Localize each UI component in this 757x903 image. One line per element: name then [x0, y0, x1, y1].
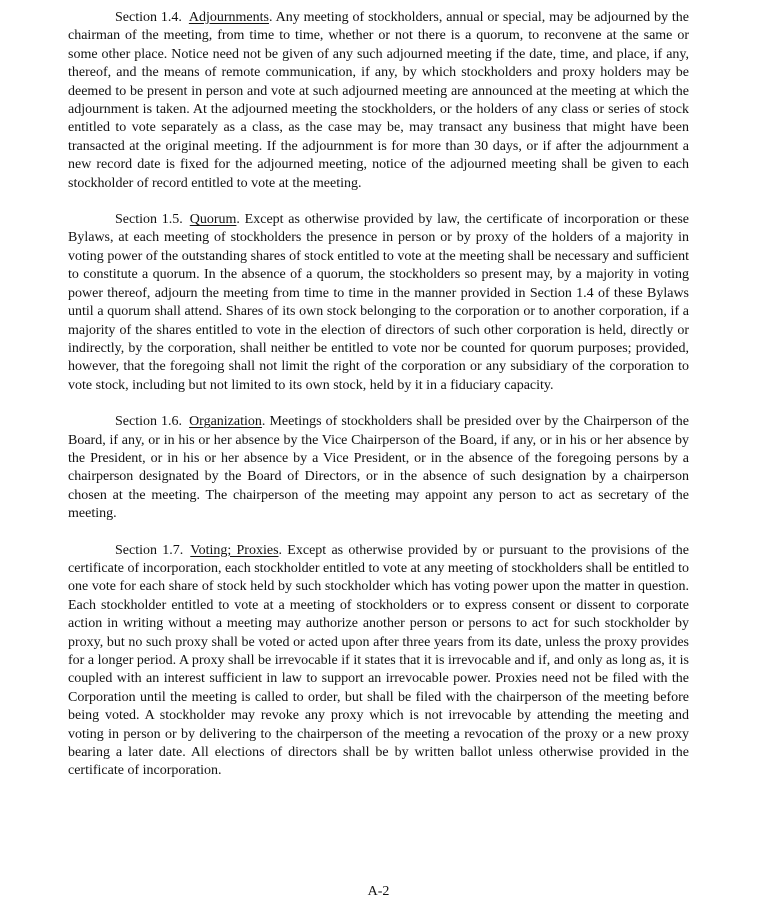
section-1-7: Section 1.7. Voting; Proxies. Except as otherwise provided by or pursuant to the provisions of the certificate of incorporation, each stockholder entitled to vote at any meeting of stockholders shall be entitled to one vote for each share of stock held by such stockholder which has voting power upon the matter in question. Each stockholder entitled to vote at a meeting of stockholders or to express consent or dissent to corporate action in writing without a meeting may authorize another person or persons to act for such stockholder by proxy, but no such proxy shall be voted or acted upon after three years from its date, unless the proxy provides for a longer period. A proxy shall be irrevocable if it states that it is irrevocable and if, and only as long as, it is coupled with an interest sufficient in law to support an irrevocable power. Proxies need not be filed with the Corporation until the meeting is called to order, but shall be filed with the chairperson of the meeting before being voted. A stockholder may revoke any proxy which is not irrevocable by attending the meeting and voting in person or by delivering to the chairperson of the meeting a revocation of the proxy or a new proxy bearing a later date. All elections of directors shall be by written ballot unless otherwise provided in the certificate of incorporation.	[68, 542, 689, 779]
section-title: Voting; Proxies	[190, 542, 279, 558]
section-title: Adjournments	[188, 10, 269, 25]
section-body: Except as otherwise provided by law, the certificate of incorporation or these Bylaws, at each meeting of stockholders the presence in person or by proxy of the holders of a majority in voting power of the outstanding shares of stock entitled to vote at the meeting shall be necessary and sufficient to constitute a quorum. In the absence of a quorum, the stockholders so present may, by a majority in voting power thereof, adjourn the meeting from time to time in the manner provided in Section 1.4 of these Bylaws until a quorum shall attend. Shares of its own stock belonging to the corporation or to another corporation, if a majority of the shares entitled to vote in the election of directors of such other corporation is held, directly or indirectly, by the corporation, shall neither be entitled to vote nor be counted for quorum purposes; provided, however, that the foregoing shall not limit the right of the corporation or any subsidiary of the corporation to vote stock, including but not limited to its own stock, held by it in a fiduciary capacity.	[68, 212, 689, 393]
section-body: Meetings of stockholders shall be presided over by the Chairperson of the Board, if any, or in his or her absence by the Vice Chairperson of the Board, if any, or in his or her absence by the President, or in his or her absence by a Vice President, or in the absence of the foregoing persons by a chairperson designated by the Board of Directors, or in the absence of such designation by a chairperson chosen at the meeting. The chairperson of the meeting may appoint any person to act as secretary of the meeting.	[68, 414, 689, 522]
section-1-5: Section 1.5. Quorum. Except as otherwise provided by law, the certificate of incorporation or these Bylaws, at each meeting of stockholders the presence in person or by proxy of the holders of a majority in voting power of the outstanding shares of stock entitled to vote at the meeting shall be necessary and sufficient to constitute a quorum. In the absence of a quorum, the stockholders so present may, by a majority in voting power thereof, adjourn the meeting from time to time in the manner provided in Section 1.4 of these Bylaws until a quorum shall attend. Shares of its own stock belonging to the corporation or to another corporation, if a majority of the shares entitled to vote in the election of directors of such other corporation is held, directly or indirectly, by the corporation, shall neither be entitled to vote nor be counted for quorum purposes; provided, however, that the foregoing shall not limit the right of the corporation or any subsidiary of the corporation to vote stock, including but not limited to its own stock, held by it in a fiduciary capacity.	[68, 212, 689, 393]
section-body: Any meeting of stockholders, annual or special, may be adjourned by the chairman of the meeting, from time to time, whether or not there is a quorum, to reconvene at the same or some other place. Notice need not be given of any such adjourned meeting if the date, time, and place, if any, thereof, and the means of remote communication, if any, by which stockholders and proxy holders may be deemed to be present in person and vote at such adjourned meeting are announced at the meeting at which the adjournment is taken. At the adjourned meeting the stockholders, or the holders of any class or series of stock entitled to vote separately as a class, as the case may be, may transact any business that might have been transacted at the original meeting. If the adjournment is for more than 30 days, or if after the adjournment a new record date is fixed for the adjourned meeting, notice of the adjourned meeting shall be given to each stockholder of record entitled to vote at the meeting.	[68, 10, 690, 191]
page-number: A-2	[367, 884, 390, 899]
section-number: Section 1.7.	[115, 542, 184, 558]
section-number: Section 1.4.	[115, 10, 182, 25]
section-1-6: Section 1.6. Organization. Meetings of stockholders shall be presided over by the Chairperson of the Board, if any, or in his or her absence by the Vice Chairperson of the Board, if any, or in his or her absence by the President, or in his or her absence by a Vice President, or in the absence of the foregoing persons by a chairperson designated by the Board of Directors, or in the absence of such designation by a chairperson chosen at the meeting. The chairperson of the meeting may appoint any person to act as secretary of the meeting.	[68, 414, 689, 522]
section-title: Quorum	[189, 212, 237, 228]
document-page	[68, 9, 689, 799]
section-title: Organization	[189, 414, 262, 430]
section-number: Section 1.6.	[115, 414, 183, 430]
section-number: Section 1.5.	[115, 212, 183, 228]
section-body: Except as otherwise provided by or pursuant to the provisions of the certificate of incorporation, each stockholder entitled to vote at any meeting of stockholders shall be entitled to one vote for each share of stock held by such stockholder which has voting power upon the matter in question. Each stockholder entitled to vote at a meeting of stockholders or to express consent or dissent to corporate action in writing without a meeting may authorize another person or persons to act for such stockholder by proxy, but no such proxy shall be voted or acted upon after three years from its date, unless the proxy provides for a longer period. A proxy shall be irrevocable if it states that it is irrevocable and if, and only as long as, it is coupled with an interest sufficient in law to support an irrevocable power. Proxies need not be filed with the Corporation until the meeting is called to order, but shall be filed with the chairperson of the meeting before being voted. A stockholder may revoke any proxy which is not irrevocable by attending the meeting and voting in person or by delivering to the chairperson of the meeting a revocation of the proxy or a new proxy bearing a later date. All elections of directors shall be by written ballot unless otherwise provided in the certificate of incorporation.	[68, 542, 689, 779]
section-1-4: Section 1.4. Adjournments. Any meeting of stockholders, annual or special, may be adjourned by the chairman of the meeting, from time to time, whether or not there is a quorum, to reconvene at the same or some other place. Notice need not be given of any such adjourned meeting if the date, time, and place, if any, thereof, and the means of remote communication, if any, by which stockholders and proxy holders may be deemed to be present in person and vote at such adjourned meeting are announced at the meeting at which the adjournment is taken. At the adjourned meeting the stockholders, or the holders of any class or series of stock entitled to vote separately as a class, as the case may be, may transact any business that might have been transacted at the original meeting. If the adjournment is for more than 30 days, or if after the adjournment a new record date is fixed for the adjourned meeting, notice of the adjourned meeting shall be given to each stockholder of record entitled to vote at the meeting.	[68, 10, 690, 191]
